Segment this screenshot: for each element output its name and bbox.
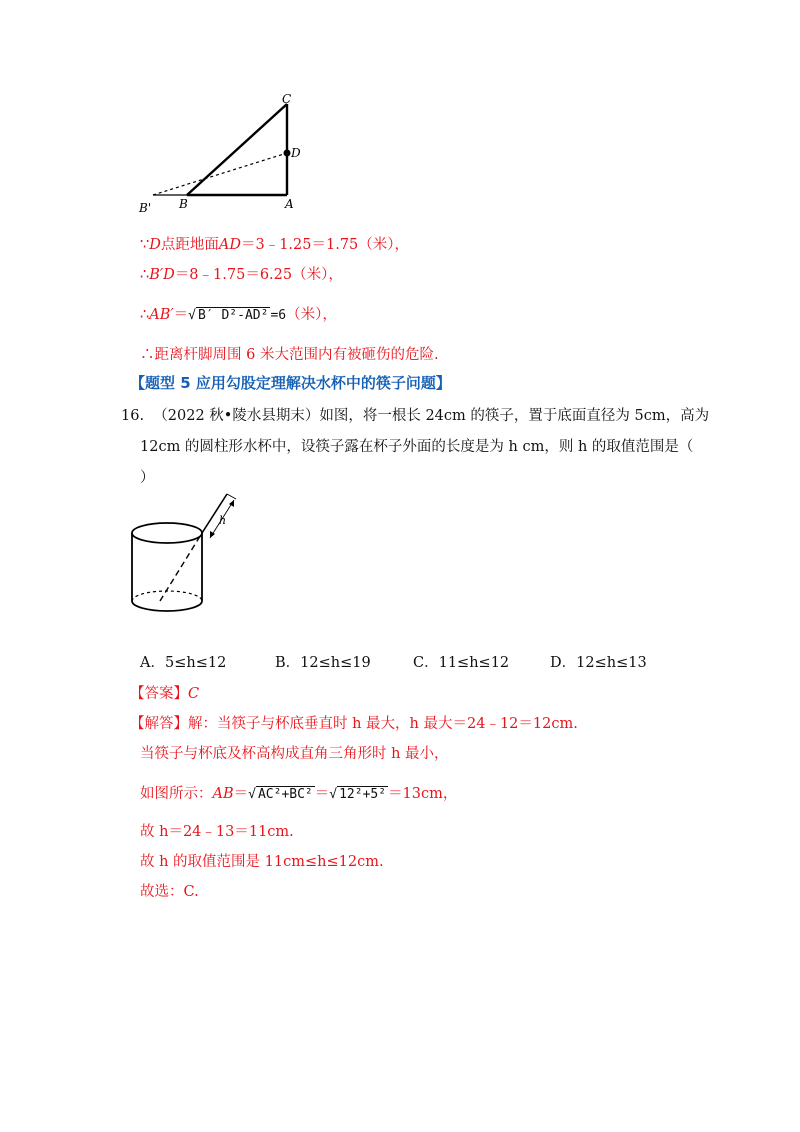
prev-solution-line2: ∴B′D＝8﹣1.75＝6.25（米），	[140, 267, 343, 283]
solution-line6: 故选：C.	[140, 884, 199, 900]
prev-solution-line3: ∴AB′＝√ B′ D²-AD² =6（米），	[140, 307, 337, 323]
prev-solution-line4: ∴距离杆脚周围 6 米大范围内有被砸伤的危险.	[140, 347, 439, 363]
question-line3: ）	[140, 470, 155, 486]
label-b: B	[179, 197, 188, 211]
section-title: 【题型 5 应用勾股定理解决水杯中的筷子问题】	[130, 374, 451, 392]
label-d: D	[291, 146, 301, 160]
label-h: h	[219, 514, 227, 527]
solution-line2: 当筷子与杯底及杯高构成直角三角形时 h 最小，	[140, 746, 449, 762]
solution-line1: 【解答】解：当筷子与杯底垂直时 h 最大，h 最大＝24﹣12＝12cm.	[130, 716, 578, 732]
solution-line4: 故 h＝24﹣13＝11cm.	[140, 824, 294, 840]
label-b-prime: B'	[139, 201, 152, 215]
ladder-triangle-figure	[135, 90, 315, 215]
option-b[interactable]: B．12≤h≤19	[275, 655, 371, 671]
cup-chopstick-figure	[130, 488, 250, 623]
question-line1: 16. （2022 秋•陵水县期末）如图，将一根长 24cm 的筷子，置于底面直径为 5cm，高为	[121, 408, 710, 424]
label-c: C	[282, 92, 292, 106]
solution-line3: 如图所示：AB＝√ AC²+BC² ＝√ 12²+5² ＝13cm，	[140, 786, 458, 802]
question-line2: 12cm 的圆柱形水杯中，设筷子露在杯子外面的长度是为 h cm，则 h 的取值范围是（	[140, 439, 694, 455]
option-c[interactable]: C．11≤h≤12	[413, 655, 510, 671]
point-d-dot	[284, 150, 291, 157]
answer-line: 【答案】C	[130, 686, 200, 702]
solution-line5: 故 h 的取值范围是 11cm≤h≤12cm.	[140, 854, 384, 870]
option-d[interactable]: D．12≤h≤13	[550, 655, 647, 671]
prev-solution-line1: ∵D点距地面AD＝3﹣1.25＝1.75（米），	[140, 237, 410, 253]
option-a[interactable]: A．5≤h≤12	[140, 655, 227, 671]
label-a: A	[285, 197, 294, 211]
